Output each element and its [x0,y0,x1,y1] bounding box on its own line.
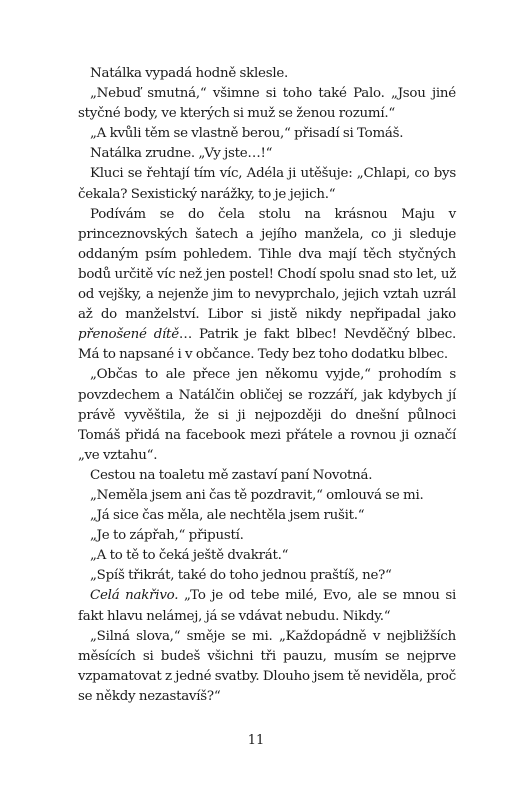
paragraph [78,164,456,204]
paragraph-text: Kluci se řehtají tím víc, Adéla ji utěšuje: „Chlapi, co bys čekala? Sexistický narážky, to je jejich.“ [78,166,456,202]
paragraph-text: „Občas to ale přece jen někomu vyjde,“ prohodím s povzdechem a Natálčin obličej se rozzáří, jak kdybych jí právě vyvěštila, že si ji nejpozději do dnešní půlnoci Tomáš přidá na facebook mezi přátele a rovnou ji označí „ve vztahu“. [78,367,456,463]
paragraph-text: „A kvůli těm se vlastně berou,“ přisadí si Tomáš. [90,126,404,142]
paragraph-text: „To je od tebe milé, Evo, ale se mnou si fakt hlavu nelámej, já se vdávat nebudu. Nikdy.“ [78,588,456,624]
italic-text: přenošené dítě [78,327,179,343]
paragraph-text: Natálka vypadá hodně sklesle. [90,66,289,81]
paragraph-text: „Silná slova,“ směje se mi. „Každopádně v nejbližších měsících si budeš všichni tři pauzu, musím se nejprve vzpamatovat z jedné svatby. Dlouho jsem tě neviděla, proč se někdy nezastavíš?“ [78,628,456,704]
paragraph-text: „Spíš třikrát, také do toho jednou praštíš, ne?“ [90,568,392,584]
paragraph-text: „Nebuď smutná,“ všimne si toho také Palo. „Jsou jiné styčné body, ve kterých si muž se ženou rozumí.“ [78,86,456,122]
paragraph [78,466,456,486]
page-number: 11 [247,733,265,748]
paragraph [78,627,456,707]
paragraph [78,144,456,164]
paragraph [78,486,456,506]
paragraph [78,566,456,586]
paragraph [78,205,456,366]
paragraph-text: „A to tě to čeká ještě dvakrát.“ [90,548,289,564]
paragraph-text: Natálka zrudne. „Vy jste…!“ [90,146,273,162]
body-text [78,64,456,707]
paragraph-text: „Já sice čas měla, ale nechtěla jsem rušit.“ [90,508,365,524]
paragraph [78,84,456,124]
italic-text: Celá nakřivo. [90,588,179,604]
paragraph [78,506,456,526]
paragraph [78,586,456,626]
paragraph [78,64,456,84]
paragraph-text: „Neměla jsem ani čas tě pozdravit,“ omlouvá se mi. [90,487,424,503]
paragraph-text: „Je to zápřah,“ připustí. [90,528,244,544]
paragraph-text: Podívám se do čela stolu na krásnou Maju v princeznovských šatech a jejího manžela, co ji sleduje oddaným psím pohledem. Tihle dva mají těch styčných bodů určitě víc než jen postel! Chodí spolu snad sto let, už od vejšky, a nejenže jim to nevyprchalo, jejich vztah uzrál až do manželství. Libor si jistě nikdy nepřipadal jako [78,206,456,323]
paragraph [78,526,456,546]
paragraph-text: … Patrik je fakt blbec! Nevděčný blbec. Má to napsané i v občance. Tedy bez toho dodatku blbec. [78,327,456,363]
paragraph [78,546,456,566]
paragraph-text: Cestou na toaletu mě zastaví paní Novotná. [90,467,373,483]
paragraph [78,124,456,144]
paragraph [78,365,456,465]
